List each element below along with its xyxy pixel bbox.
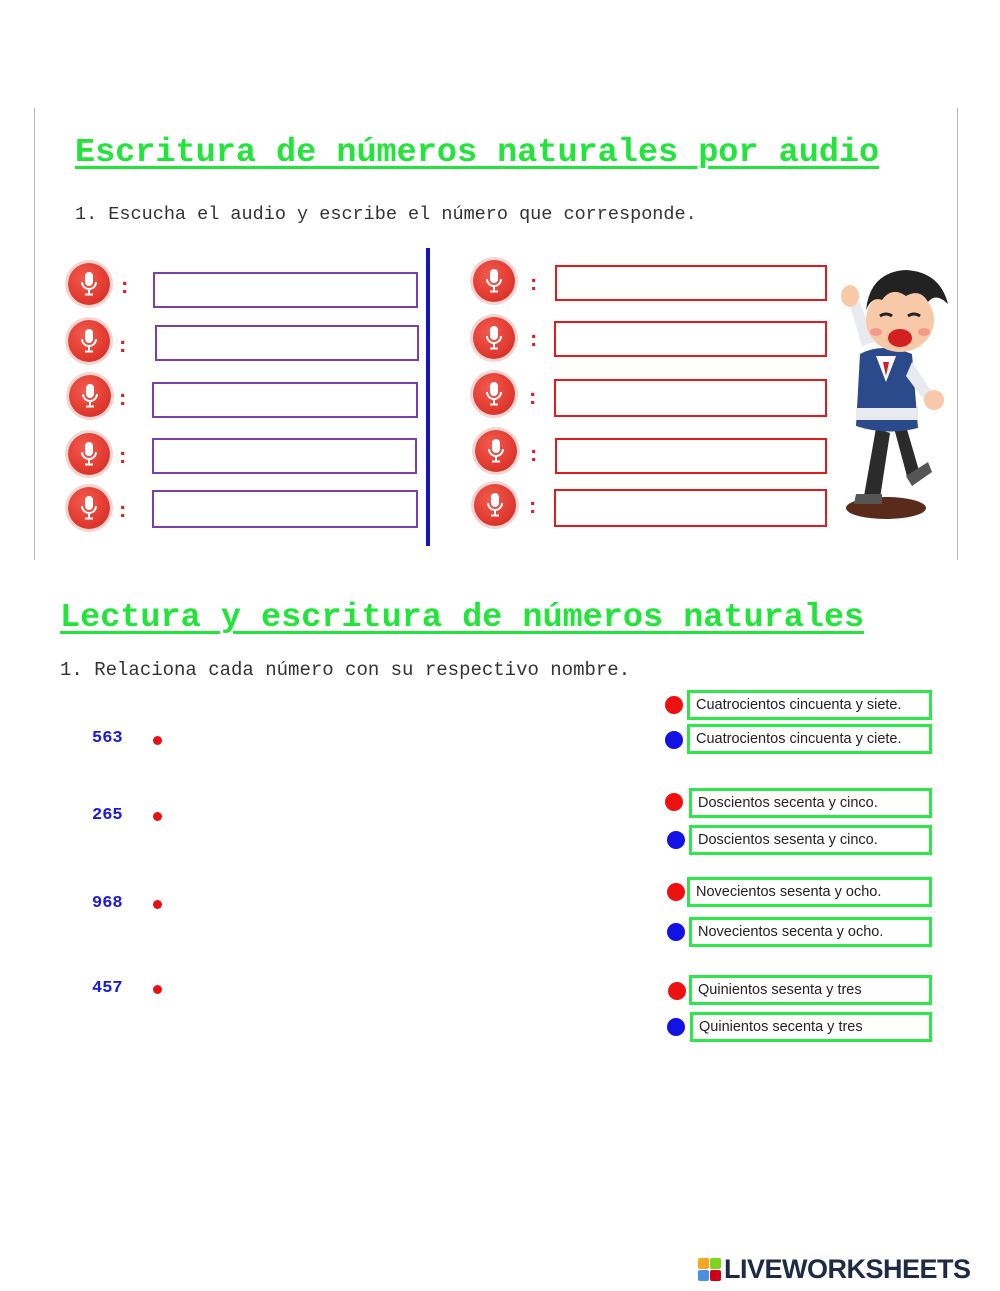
colon-separator: : [530,441,538,466]
choice-box-1[interactable]: Cuatrocientos cincuenta y siete. [687,690,932,720]
choice-box-4[interactable]: Doscientos sesenta y cinco. [689,825,932,855]
number-answer-input-8[interactable] [554,379,827,417]
colon-separator: : [119,385,127,410]
match-dot-choice-3[interactable] [665,793,683,811]
match-dot-number-2[interactable] [153,812,162,821]
number-answer-input-7[interactable] [554,321,827,357]
number-answer-input-9[interactable] [555,438,827,474]
number-answer-input-3[interactable] [152,382,418,418]
column-divider [426,248,430,546]
match-dot-choice-4[interactable] [667,831,685,849]
colon-separator: : [121,273,129,298]
audio-play-button-4[interactable] [68,433,110,475]
number-answer-input-1[interactable] [153,272,418,308]
audio-play-button-1[interactable] [68,263,110,305]
reading-section-title: Lectura y escritura de números naturales [60,599,865,637]
number-answer-input-4[interactable] [152,438,417,474]
choice-box-2[interactable]: Cuatrocientos cincuenta y ciete. [687,724,932,754]
number-answer-input-5[interactable] [152,490,418,528]
choice-box-6[interactable]: Novecientos secenta y ocho. [689,917,932,947]
audio-play-button-8[interactable] [473,373,515,415]
audio-play-button-7[interactable] [473,317,515,359]
microphone-icon [485,492,505,518]
reading-section-instruction: 1. Relaciona cada número con su respectivo nombre. [60,659,631,681]
microphone-icon [79,328,99,354]
audio-section-title: Escritura de números naturales por audio [75,134,880,172]
logo-text: LIVEWORKSHEETS [724,1254,971,1284]
match-dot-choice-5[interactable] [667,883,685,901]
choice-box-7[interactable]: Quinientos sesenta y tres [689,975,932,1005]
match-dot-number-3[interactable] [153,900,162,909]
microphone-icon [484,268,504,294]
colon-separator: : [119,443,127,468]
colon-separator: : [119,497,127,522]
match-dot-choice-6[interactable] [667,923,685,941]
colon-separator: : [530,326,538,351]
microphone-icon [484,325,504,351]
choice-box-8[interactable]: Quinientos secenta y tres [690,1012,932,1042]
logo-blocks-icon [698,1258,722,1282]
match-dot-choice-8[interactable] [667,1018,685,1036]
number-answer-input-6[interactable] [555,265,827,301]
match-dot-number-4[interactable] [153,985,162,994]
number-label-3: 968 [92,894,123,913]
colon-separator: : [119,332,127,357]
microphone-icon [79,441,99,467]
audio-section-instruction: 1. Escucha el audio y escribe el número que corresponde. [75,204,697,225]
match-dot-choice-7[interactable] [668,982,686,1000]
number-answer-input-10[interactable] [554,489,827,527]
microphone-icon [79,495,99,521]
number-label-1: 563 [92,729,123,748]
microphone-icon [80,383,100,409]
audio-play-button-2[interactable] [68,320,110,362]
audio-play-button-9[interactable] [475,430,517,472]
audio-play-button-3[interactable] [69,375,111,417]
audio-play-button-6[interactable] [473,260,515,302]
audio-play-button-5[interactable] [68,487,110,529]
choice-box-5[interactable]: Novecientos sesenta y ocho. [687,877,932,907]
number-answer-input-2[interactable] [155,325,419,361]
audio-play-button-10[interactable] [474,484,516,526]
match-dot-number-1[interactable] [153,736,162,745]
number-label-2: 265 [92,806,123,825]
microphone-icon [79,271,99,297]
choice-box-3[interactable]: Doscientos secenta y cinco. [689,788,932,818]
match-dot-choice-2[interactable] [665,731,683,749]
colon-separator: : [529,493,537,518]
microphone-icon [486,438,506,464]
colon-separator: : [530,270,538,295]
microphone-icon [484,381,504,407]
cartoon-boy-illustration [836,258,960,526]
colon-separator: : [529,384,537,409]
match-dot-choice-1[interactable] [665,696,683,714]
number-label-4: 457 [92,979,123,998]
